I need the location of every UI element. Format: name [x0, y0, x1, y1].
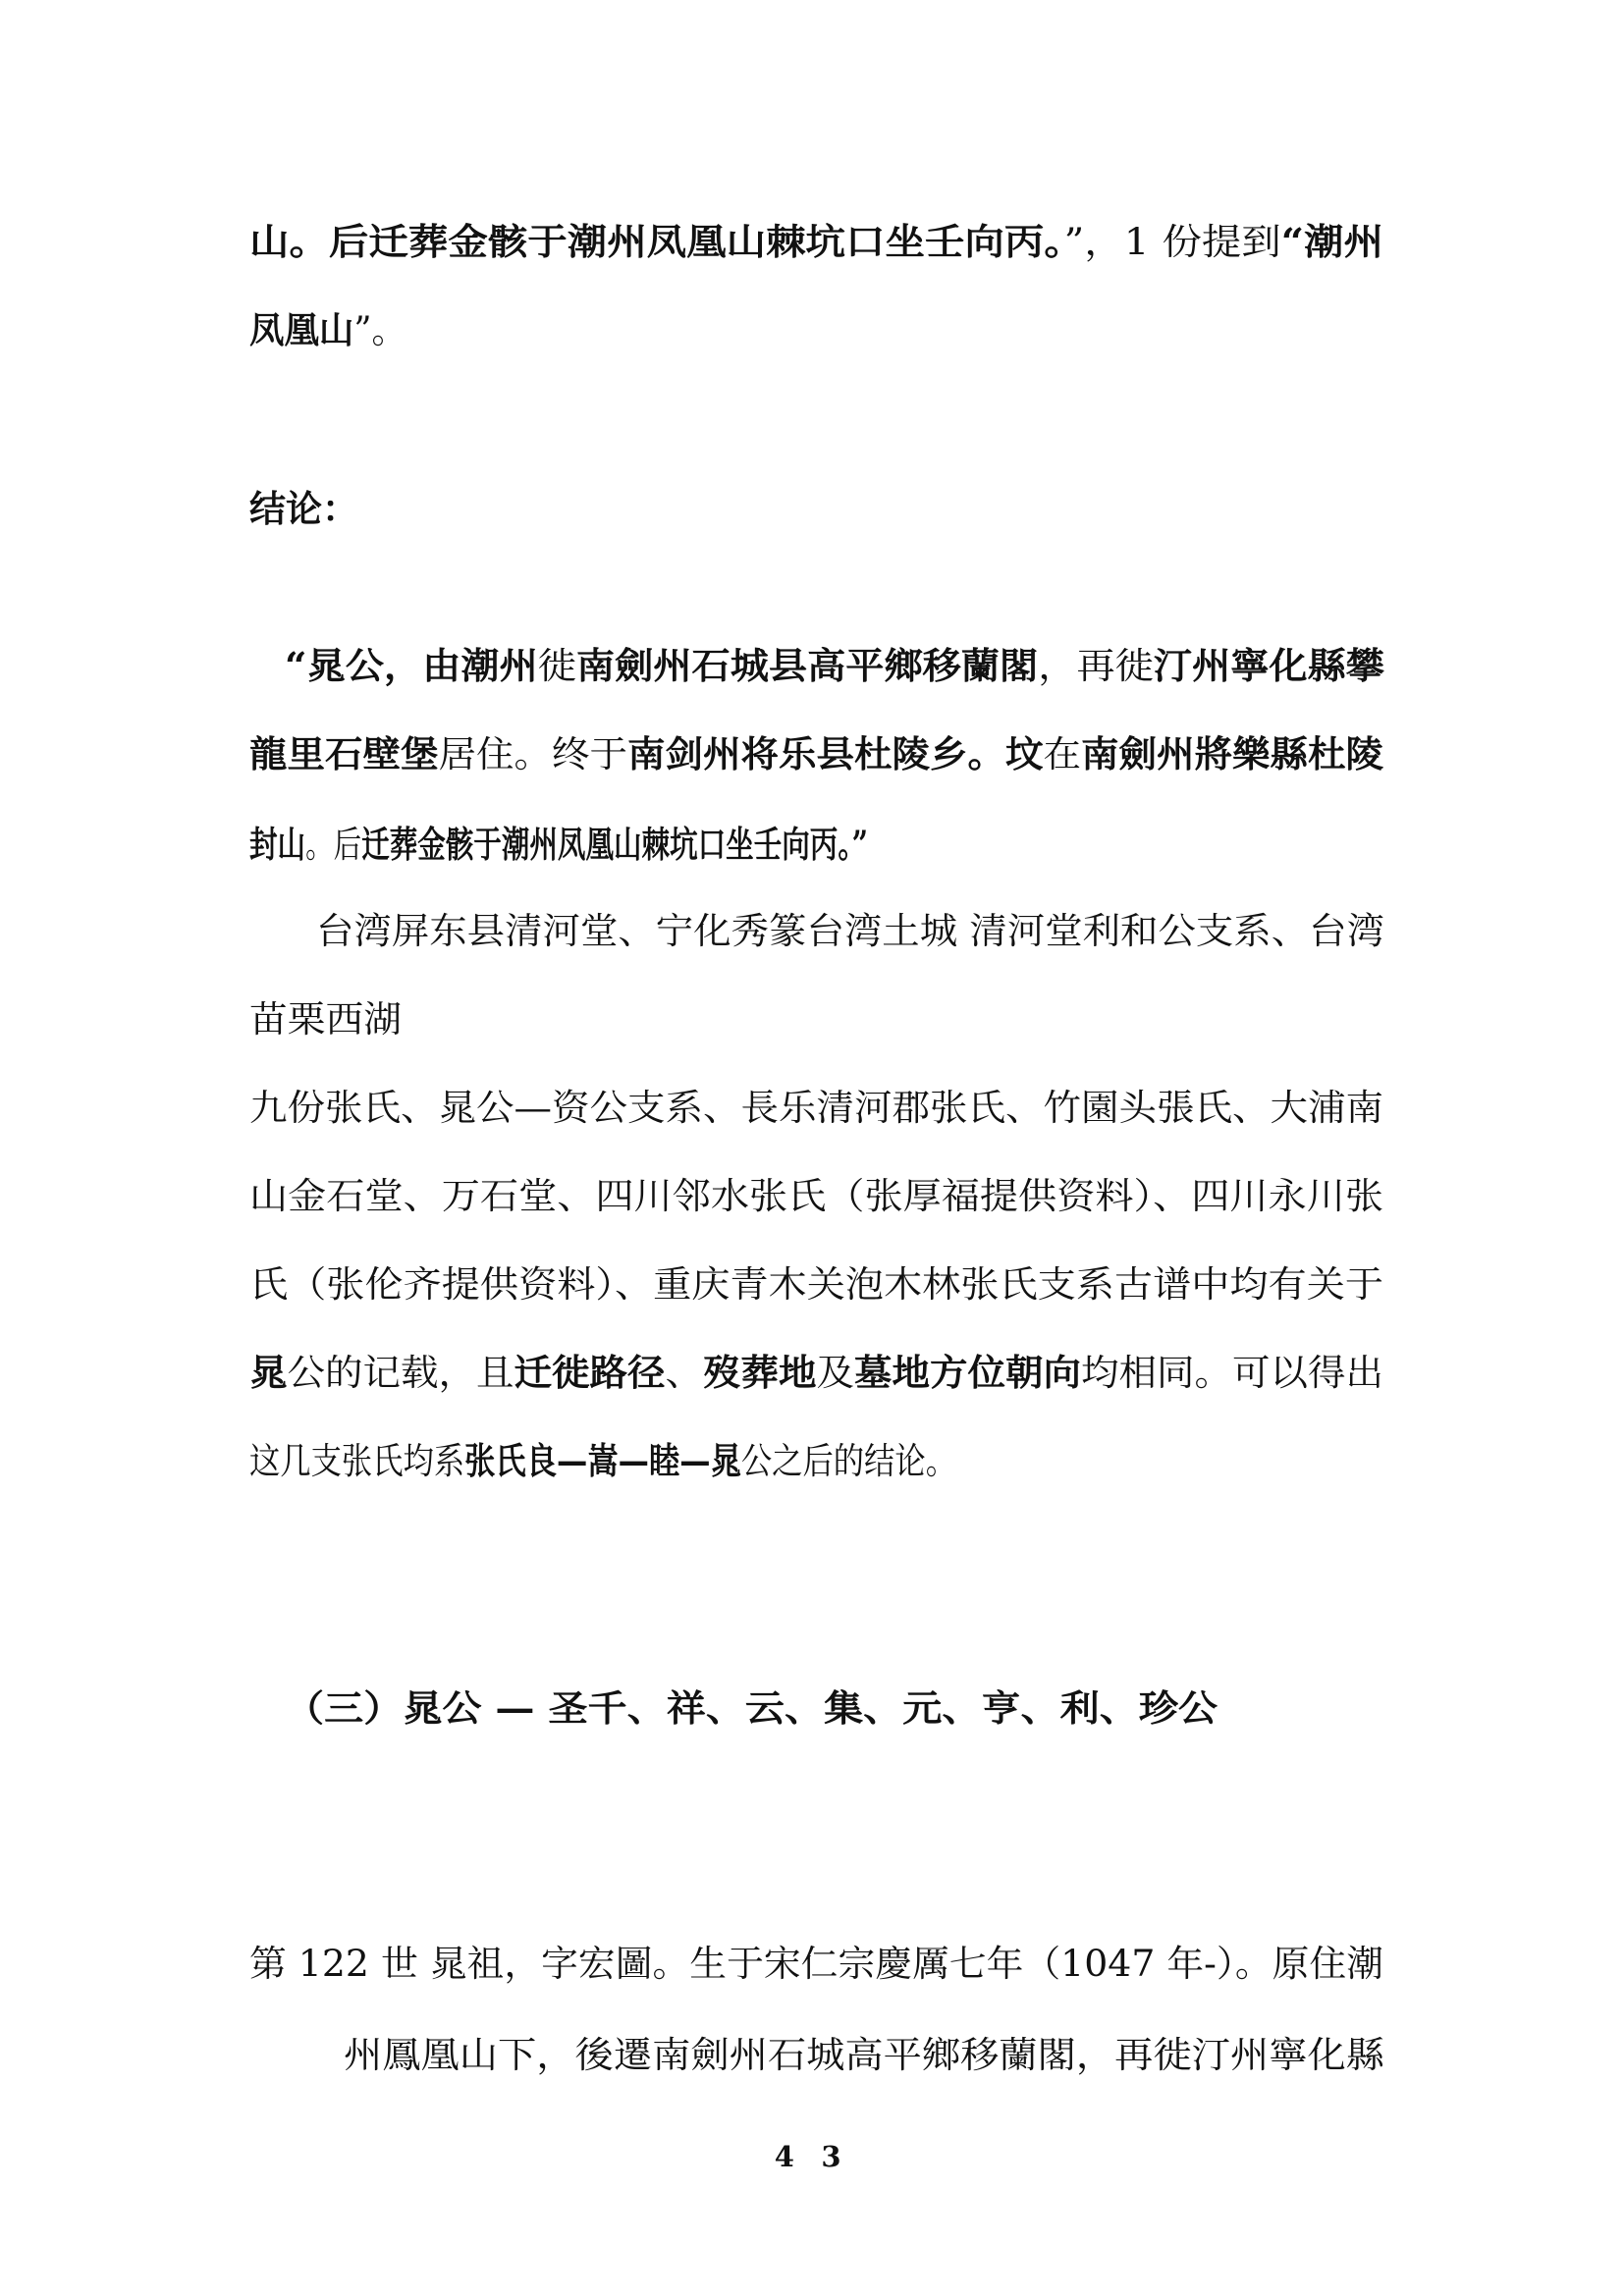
- text-run: 汀州寧化縣攀: [1153, 644, 1384, 687]
- paragraph2-line1: [316, 910, 1384, 952]
- text-run: 九份张氏、晁公—资公支系、長乐清河郡张氏、竹園头張氏、大浦南: [249, 1087, 1383, 1129]
- quote-line3: [249, 823, 868, 866]
- paragraph2-line4: [249, 1175, 1383, 1217]
- quote-line1: [285, 644, 1384, 687]
- paragraph2-line3: [249, 1087, 1383, 1129]
- text-run: 州鳳凰山下，後遷南劍州石城高平鄉移蘭閣，再徙汀州寧化縣: [344, 2034, 1384, 2076]
- entry-line1: [249, 1943, 1383, 1985]
- text-run: 南劍州將樂縣杜陵: [1081, 732, 1383, 775]
- page-number: 4 3: [774, 2140, 850, 2173]
- text-run: 山。后迁葬金骸于潮州凤凰山棘坑口坐壬向丙。: [249, 220, 1064, 263]
- text-run: 及: [816, 1352, 854, 1394]
- text-run: 居住。终于: [438, 733, 627, 775]
- text-run: 台湾屏东县清河堂、宁化秀篆台湾土城 清河堂利和公支系、台湾: [316, 910, 1384, 952]
- text-run: 、: [665, 1352, 703, 1394]
- text-run: 均相同。可以得出: [1081, 1352, 1383, 1394]
- text-run: 晁: [249, 1351, 288, 1394]
- text-run: 张氏良—嵩—睦—晁: [464, 1439, 741, 1482]
- text-run: 封山: [249, 823, 306, 866]
- paragraph2-line7: [249, 1439, 956, 1482]
- text-run: 氏（张伦齐提供资料）、重庆青木关泡木林张氏支系古谱中均有关于: [249, 1263, 1383, 1306]
- text-run: 苗栗西湖: [249, 998, 402, 1041]
- paragraph1-line1: [249, 220, 1383, 263]
- entry-line2: [344, 2034, 1384, 2076]
- text-run: “晁公，由: [285, 644, 461, 687]
- paragraph1-line2: [249, 308, 406, 351]
- section-heading: （三）晁公 — 圣千、祥、云、集、元、亨、利、珍公: [285, 1686, 1218, 1730]
- text-run: 凤凰山: [249, 308, 354, 351]
- text-run: ，再徙: [1038, 645, 1154, 687]
- text-run: 迁葬金骸于潮州凤凰山棘坑口坐壬向丙。”: [361, 823, 868, 866]
- text-run: 第 122 世 晁祖，字宏圖。生于宋仁宗慶厲七年（1047 年-）。原住潮: [249, 1943, 1383, 1985]
- text-run: ”。: [353, 309, 406, 351]
- heading-conclusion: 结论：: [249, 487, 358, 530]
- text-run: 这几支张氏均系: [249, 1440, 465, 1482]
- text-run: 迁徙路径: [514, 1351, 666, 1394]
- paragraph2-line5: [249, 1263, 1383, 1306]
- text-run: ”，1 份提到: [1063, 221, 1281, 263]
- text-run: 歿葬地: [703, 1351, 817, 1394]
- text-run: 公的记载，且: [287, 1352, 514, 1394]
- paragraph2-line6: [249, 1351, 1383, 1394]
- paragraph2-line2: [249, 998, 402, 1041]
- text-run: 山金石堂、万石堂、四川邻水张氏（张厚福提供资料）、四川永川张: [249, 1175, 1383, 1217]
- text-run: 龍里石壁堡: [249, 732, 439, 775]
- text-run: 。后: [305, 824, 362, 866]
- text-run: 潮州: [460, 644, 538, 687]
- text-run: “潮州: [1280, 220, 1383, 263]
- quote-line2: [249, 732, 1383, 775]
- text-run: 南剑州将乐县杜陵乡。坟: [627, 732, 1044, 775]
- text-run: 在: [1043, 733, 1081, 775]
- text-run: 公之后的结论。: [740, 1440, 956, 1482]
- text-run: 南劍州石城县高平鄉移蘭閣: [575, 644, 1039, 687]
- text-run: 徙: [537, 645, 576, 687]
- text-run: 墓地方位朝向: [854, 1351, 1081, 1394]
